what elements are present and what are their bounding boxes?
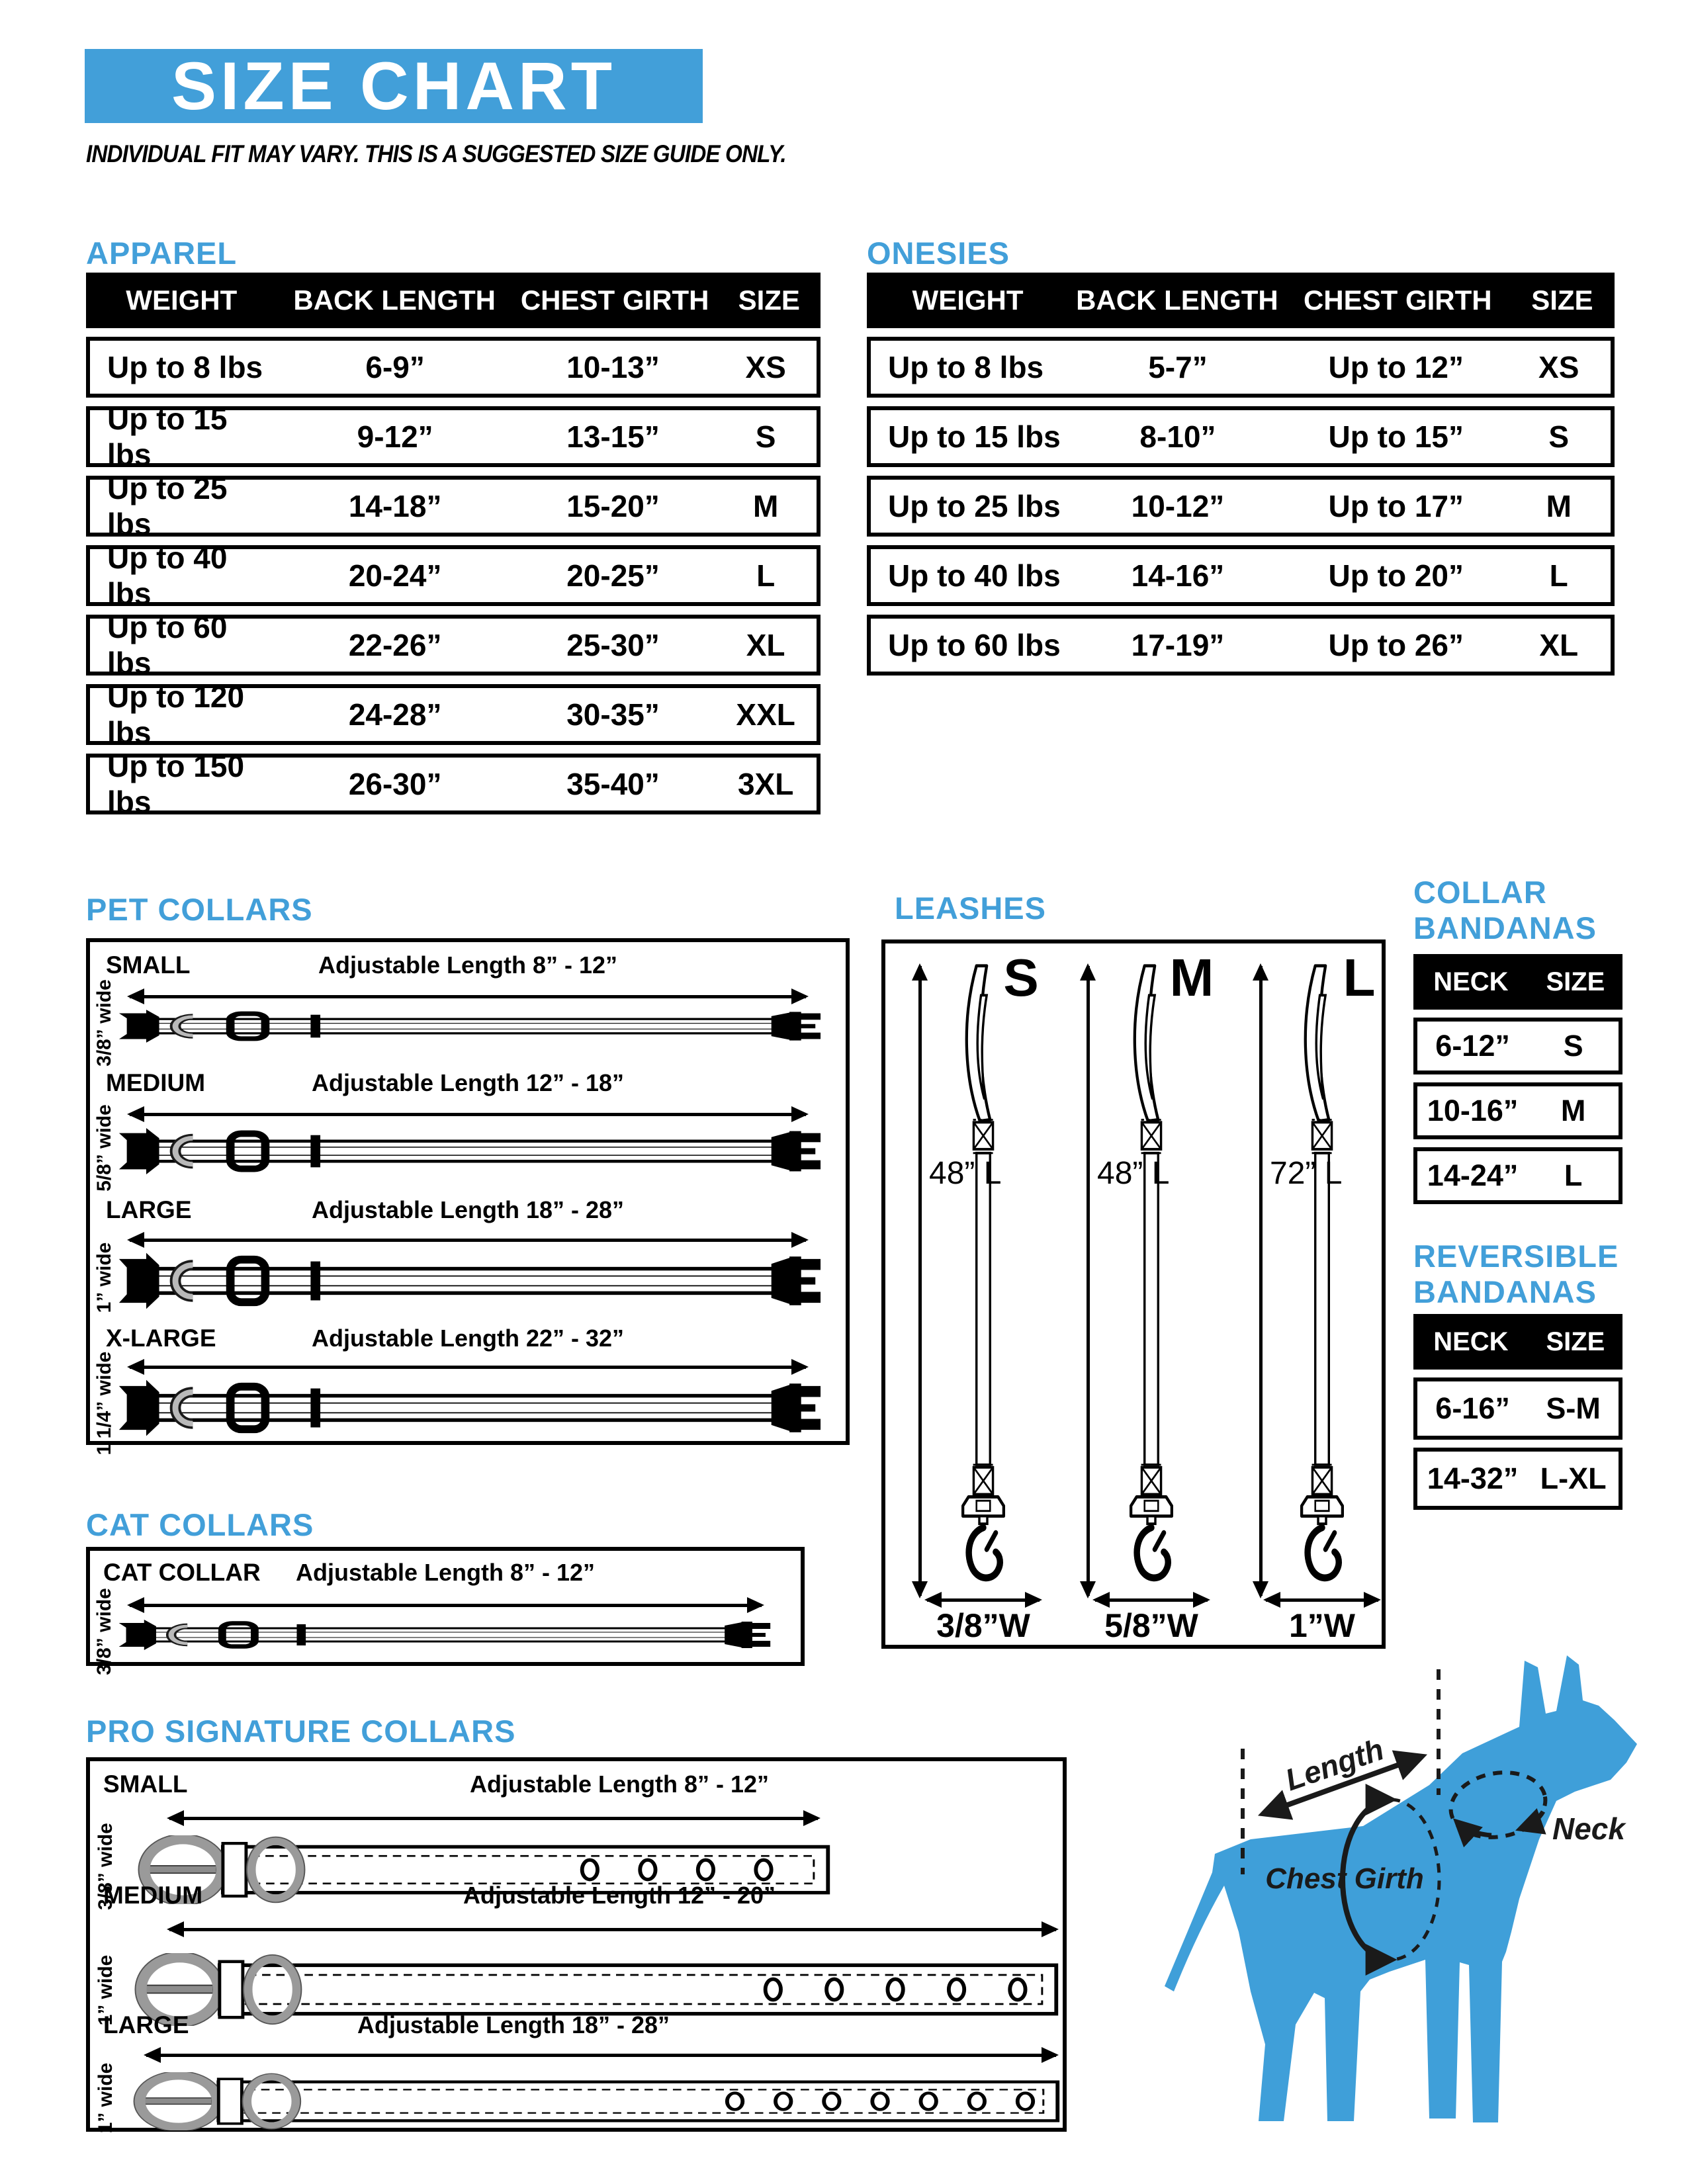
table-cell: Up to 20” [1328,558,1464,593]
table-cell: 10-16” [1427,1094,1519,1127]
table-row [1413,1448,1622,1510]
reversible-bandanas-table [1413,1314,1622,1510]
leash-size-label: M [1169,948,1214,1007]
table-cell: XXL [736,697,795,732]
table-row [867,406,1615,467]
leashes-box [881,939,1386,1649]
table-cell: Up to 15” [1328,419,1464,454]
leash-width-label: 5/8”W [1104,1607,1198,1644]
table-cell: 14-32” [1427,1462,1519,1495]
length-arrow-icon [169,1928,1056,1931]
collar-size-label: LARGE [106,1196,192,1223]
table-cell: 25-30” [566,628,660,662]
apparel-table-header [86,273,821,328]
collar-length-label: Adjustable Length 8” - 12” [295,1559,596,1586]
leash-diagram [1282,961,1362,1589]
heading-line: REVERSIBLE [1413,1239,1619,1274]
table-cell: 8-10” [1139,419,1216,454]
cat-collars-heading: CAT COLLARS [86,1507,314,1542]
table-row [86,337,821,398]
leash-width-label: 3/8”W [936,1607,1030,1644]
title-banner [85,49,703,123]
leash-length-arrow-icon [1259,966,1263,1596]
table-cell: XS [745,350,786,384]
table-row [86,610,821,680]
length-arrow-icon [130,1604,762,1607]
table-cell: 14-18” [348,489,442,523]
reversible-bandanas-heading [1413,1239,1619,1310]
collar-width-label: 3/8” wide [93,1588,115,1675]
table-cell: Up to 25 lbs [107,471,228,541]
table-cell: 22-26” [348,628,442,662]
leash-size-label: L [1343,948,1376,1007]
length-arrow-icon [146,2054,1056,2057]
table-cell: 20-24” [348,558,442,593]
collar-length-label: Adjustable Length 12” - 20” [463,1882,776,1909]
collar-length-label: Adjustable Length 22” - 32” [311,1325,625,1352]
heading-line: BANDANAS [1413,1274,1597,1309]
table-cell: 3XL [737,767,794,801]
leash-size-label: S [1003,948,1039,1007]
collar-width-label: 3/8” wide [93,979,115,1067]
bandana-table-header [1413,954,1622,1010]
column-header: BACK LENGTH [1076,284,1278,316]
table-cell: Up to 8 lbs [888,350,1044,384]
leash-length-arrow-icon [918,966,922,1596]
cat-collars-box [86,1547,805,1675]
apparel-table [86,273,821,819]
collar-size-label: LARGE [103,2011,189,2038]
collar-width-label: 1” wide [95,1954,116,2026]
table-row [867,476,1615,537]
leash-width-arrow-icon [1266,1598,1378,1602]
table-cell: XL [746,628,785,662]
table-row [86,471,821,541]
collar-size-label: SMALL [106,951,191,979]
table-cell: Up to 40 lbs [888,558,1061,593]
table-cell: Up to 17” [1328,489,1464,523]
table-cell: L [756,558,776,593]
leash-length-label: 48” L [929,1156,1002,1191]
collar-size-label: X-LARGE [106,1325,216,1352]
table-cell: 24-28” [348,697,442,732]
length-label: Length [1280,1731,1388,1798]
collar-length-label: Adjustable Length 18” - 28” [311,1196,625,1223]
collar-width-label: 5/8” wide [93,1104,115,1192]
collar-width-label: 3/8” wide [95,1823,116,1910]
table-cell: 13-15” [566,419,660,454]
table-cell: 14-16” [1131,558,1225,593]
table-cell: 14-24” [1427,1158,1519,1192]
table-cell: 15-20” [566,489,660,523]
table-cell: Up to 25 lbs [888,489,1061,523]
table-cell: L [1549,558,1568,593]
length-arrow-icon [169,1817,818,1820]
table-cell: L-XL [1540,1462,1607,1495]
table-cell: Up to 26” [1328,628,1464,662]
leash-length-arrow-icon [1087,966,1090,1596]
collar-length-label: Adjustable Length 8” - 12” [318,951,618,979]
table-row [86,679,821,750]
table-cell: Up to 60 lbs [888,628,1061,662]
length-arrow-icon [130,1113,806,1116]
table-row [86,541,821,611]
collar-bandanas-table [1413,954,1622,1204]
collar-size-label: MEDIUM [106,1069,206,1096]
table-cell: Up to 15 lbs [107,402,228,472]
table-cell: L [1564,1158,1583,1192]
table-cell: 6-16” [1435,1391,1510,1425]
onesies-heading: ONESIES [867,236,1010,271]
table-cell: S [755,419,776,454]
collar-diagram [116,1618,772,1651]
collar-width-label: 1” wide [95,2062,116,2134]
column-header: SIZE [1546,1327,1605,1356]
collar-size-label: SMALL [103,1770,188,1798]
table-cell: 20-25” [566,558,660,593]
table-row [1413,1018,1622,1074]
table-cell: 10-13” [566,350,660,384]
length-arrow-icon [130,995,806,998]
collar-size-label: MEDIUM [103,1882,203,1909]
column-header: WEIGHT [912,284,1024,316]
disclaimer-text: INDIVIDUAL FIT MAY VARY. THIS IS A SUGGESTED SIZE GUIDE ONLY. [86,140,786,167]
column-header: BACK LENGTH [293,284,496,316]
table-cell: XL [1539,628,1579,662]
table-row [867,337,1615,398]
collar-length-label: Adjustable Length 8” - 12” [469,1770,770,1798]
table-row [1413,1377,1622,1440]
column-header: SIZE [738,284,800,316]
column-header: NECK [1433,1327,1509,1356]
leash-length-label: 72” L [1270,1156,1343,1191]
dog-measurement-diagram [1151,1621,1688,2177]
onesies-table [867,273,1615,676]
apparel-heading: APPAREL [86,236,238,271]
leash-length-label: 48” L [1097,1156,1170,1191]
column-header: SIZE [1546,967,1605,996]
column-header: NECK [1433,967,1509,996]
length-arrow-icon [130,1366,806,1369]
column-header: CHEST GIRTH [520,284,709,316]
collar-diagram [116,1250,822,1311]
collar-diagram [116,1008,822,1044]
column-header: WEIGHT [126,284,238,316]
table-cell: 6-12” [1435,1029,1510,1063]
chest-girth-label: Chest Girth [1265,1862,1424,1895]
leash-width-arrow-icon [927,1598,1040,1602]
pro-signature-collars-heading: PRO SIGNATURE COLLARS [86,1714,516,1749]
collar-diagram [116,1126,822,1176]
belt-collar-diagram [122,2072,1064,2130]
table-row [1413,1147,1622,1204]
pet-collars-heading: PET COLLARS [86,892,313,927]
neck-label: Neck [1552,1812,1625,1846]
table-cell: M [1560,1094,1586,1127]
column-header: CHEST GIRTH [1303,284,1492,316]
table-cell: Up to 150 lbs [107,749,245,819]
table-cell: M [1546,489,1572,523]
table-cell: Up to 12” [1328,350,1464,384]
table-cell: Up to 40 lbs [107,541,228,611]
table-row [86,749,821,819]
bandana-table-header [1413,1314,1622,1370]
collar-length-label: Adjustable Length 12” - 18” [311,1069,625,1096]
table-cell: S [1548,419,1570,454]
table-cell: 5-7” [1148,350,1208,384]
collar-bandanas-heading [1413,875,1597,946]
table-cell: S-M [1546,1391,1601,1425]
collar-length-label: Adjustable Length 18” - 28” [357,2011,670,2038]
collar-width-label: 1 1/4” wide [93,1351,115,1456]
table-cell: S [1563,1029,1583,1063]
collar-width-label: 1” wide [93,1242,115,1313]
table-cell: Up to 8 lbs [107,350,263,384]
table-cell: 17-19” [1131,628,1225,662]
leash-diagram [944,961,1023,1589]
table-cell: XS [1538,350,1579,384]
table-cell: 6-9” [365,350,425,384]
length-arrow-icon [130,1239,806,1242]
pet-collars-box [86,938,850,1456]
table-cell: 30-35” [566,697,660,732]
table-cell: 35-40” [566,767,660,801]
table-cell: Up to 120 lbs [107,679,245,750]
table-cell: Up to 15 lbs [888,419,1061,454]
onesies-table-header [867,273,1615,328]
page-title: SIZE CHART [171,48,616,124]
collar-size-label: CAT COLLAR [103,1559,261,1586]
pro-signature-collars-box [86,1757,1067,2132]
table-row [86,402,821,472]
leash-width-arrow-icon [1095,1598,1208,1602]
table-cell: M [752,489,779,523]
leash-width-label: 1”W [1289,1607,1355,1644]
leash-diagram [1112,961,1191,1589]
column-header: SIZE [1531,284,1593,316]
table-row [867,615,1615,676]
heading-line: COLLAR [1413,875,1547,910]
table-row [1413,1082,1622,1139]
table-row [867,545,1615,606]
table-cell: 26-30” [348,767,442,801]
leashes-heading: LEASHES [895,891,1046,926]
heading-line: BANDANAS [1413,910,1597,945]
table-cell: Up to 60 lbs [107,610,228,680]
table-cell: 9-12” [357,419,433,454]
table-cell: 10-12” [1131,489,1225,523]
collar-diagram [116,1377,822,1438]
